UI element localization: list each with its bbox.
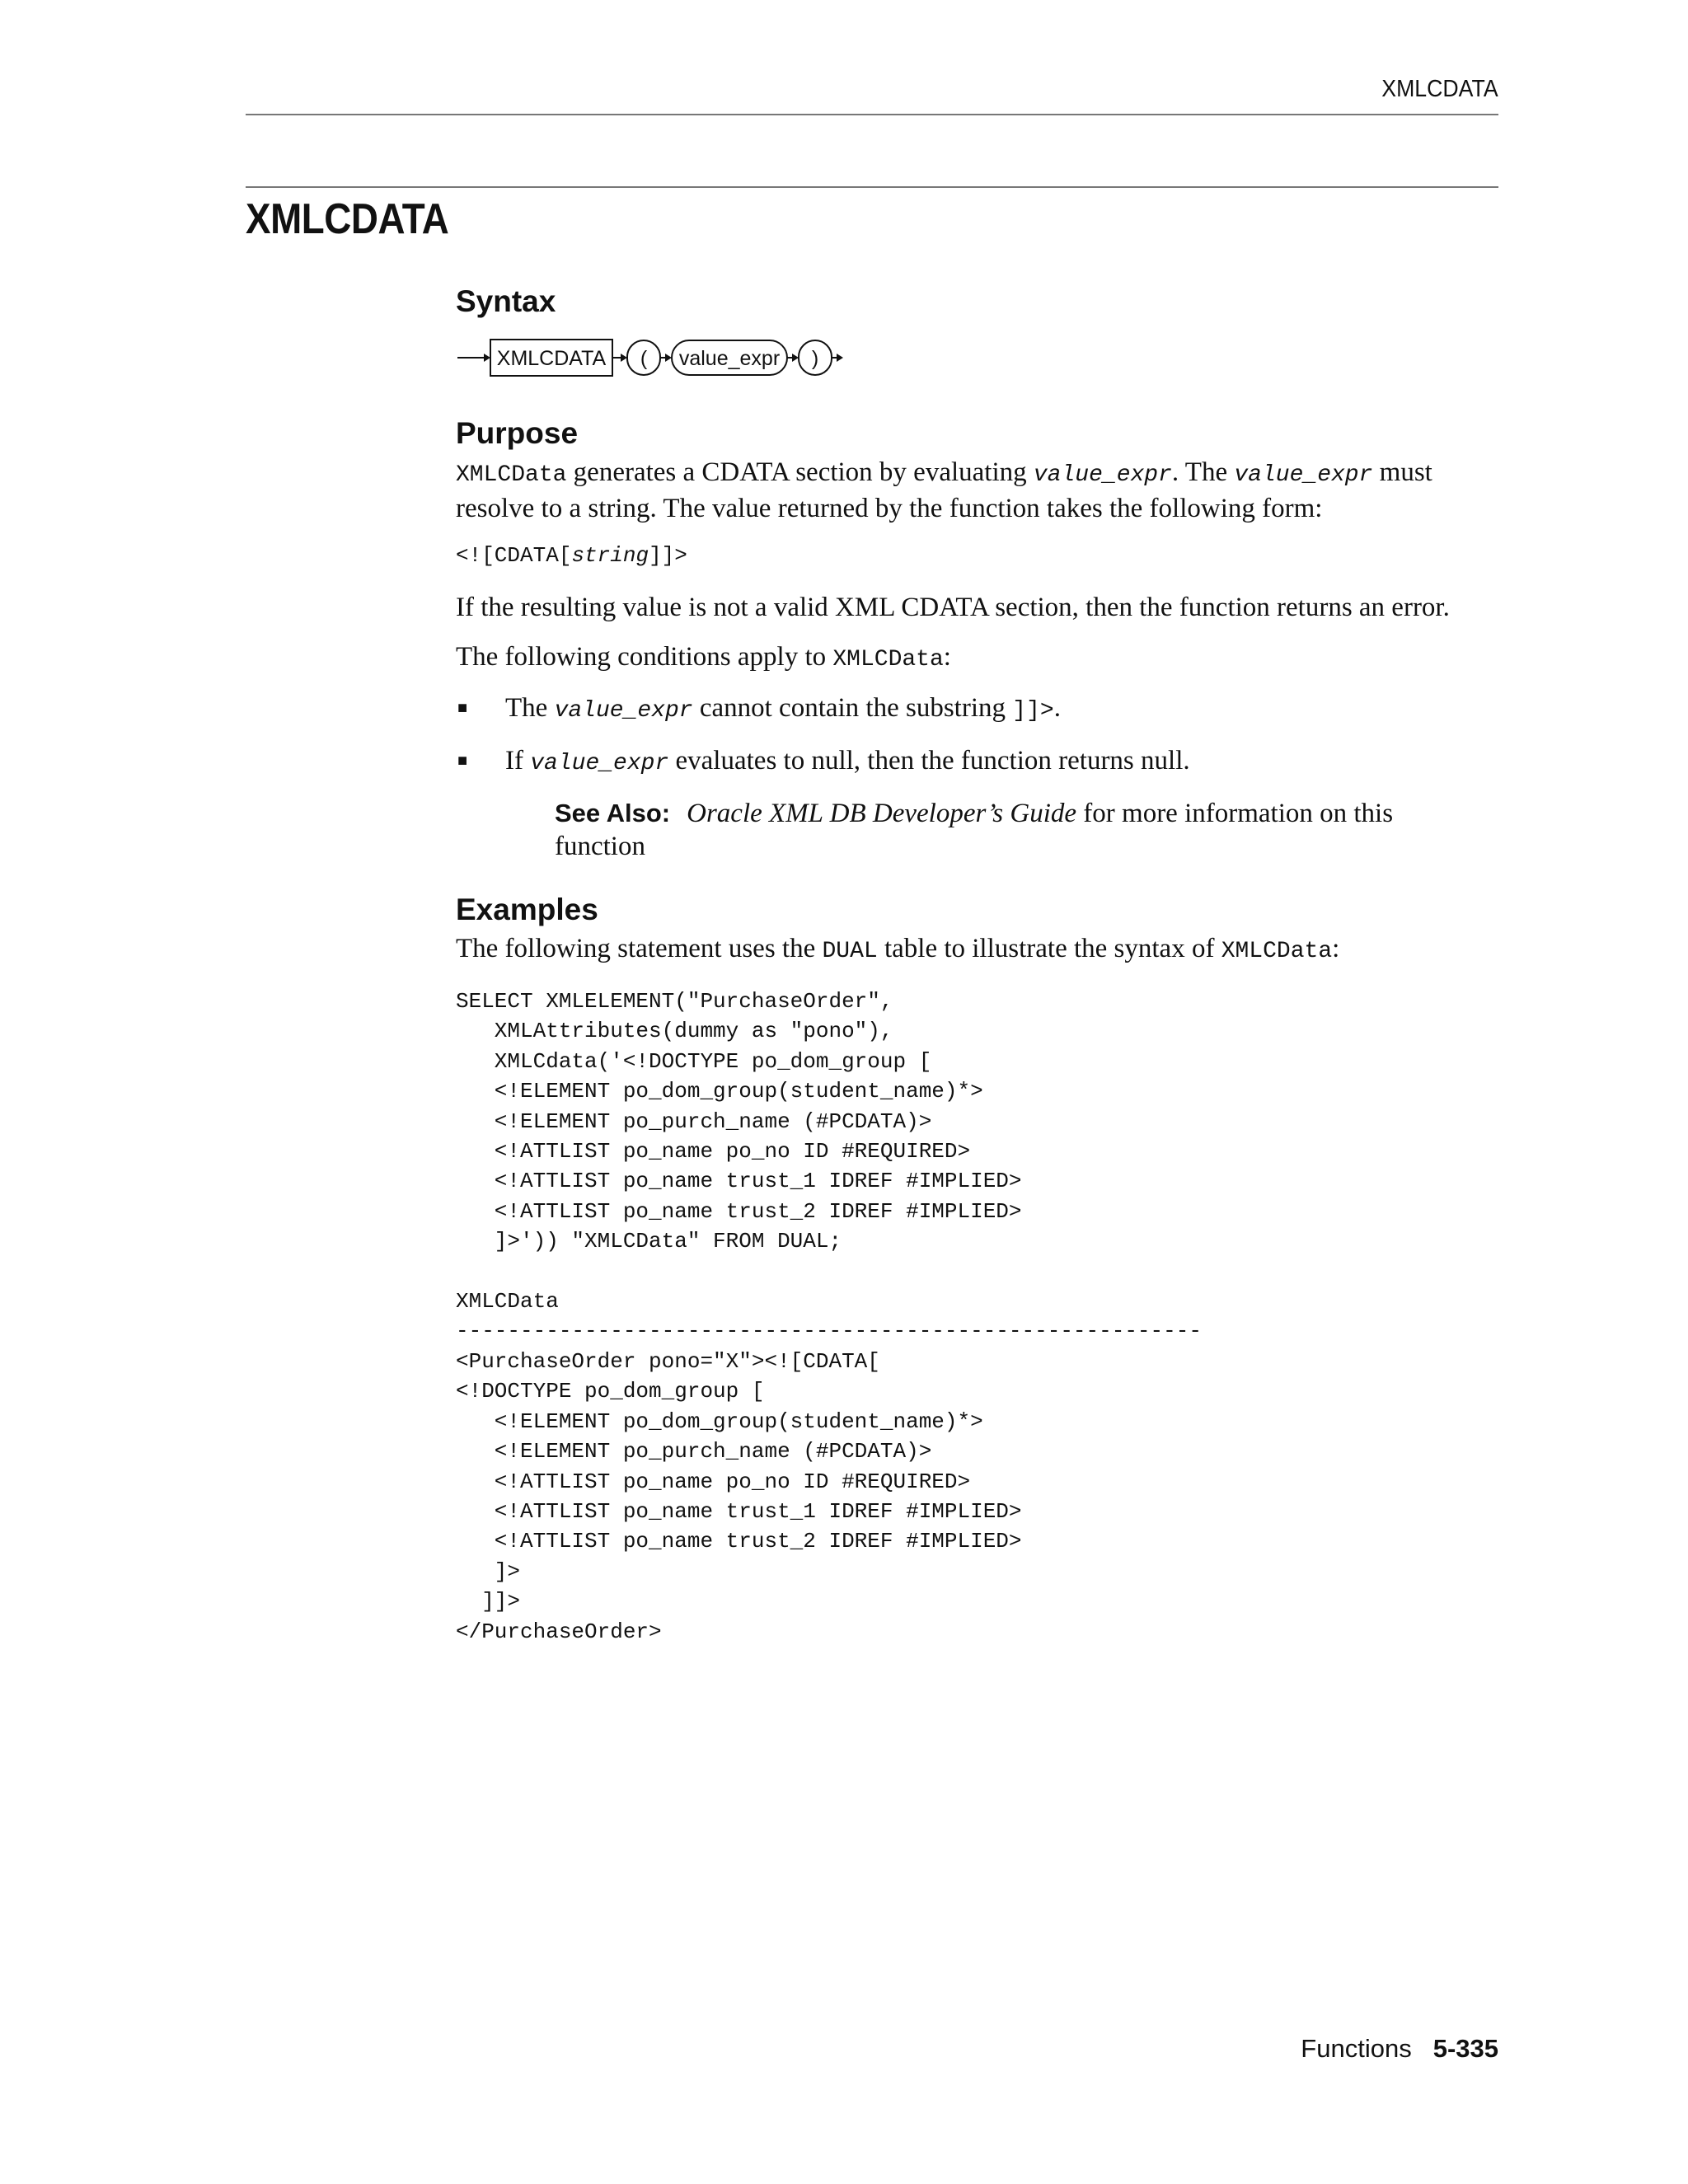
arrowhead-3	[792, 354, 799, 362]
text-span: .	[1053, 693, 1061, 723]
var-name: value_expr	[1234, 462, 1373, 488]
code-span: DUAL	[822, 939, 878, 964]
text-span: cannot contain the substring	[692, 693, 1013, 723]
fn-name: XMLCData	[456, 462, 567, 488]
examples-intro	[456, 932, 1498, 968]
list-item	[456, 744, 1498, 780]
text-span: If	[505, 746, 531, 776]
title-rule	[246, 186, 1498, 188]
header-rule	[246, 114, 1498, 115]
see-also-note	[555, 797, 1445, 863]
see-also-text: for more information on this function	[555, 799, 1394, 861]
arrowhead-1	[621, 354, 627, 362]
page-footer	[1301, 2034, 1498, 2064]
list-item	[456, 691, 1498, 728]
code-example: SELECT XMLELEMENT("PurchaseOrder", XMLAttributes(dummy as "pono"), XMLCdata('<!DOCTYPE po_dom_group [ <!ELEMENT po_dom_group(student_name)*> <!ELEMENT po_purch_name (#PCDATA)> <!ATTLIST po_name po_no ID #REQUIRED> <!ATTLIST po_name trust_1 IDREF #IMPLIED> <!ATTLIST po_name trust_2 IDREF #IMPLIED> ]>')) "XMLCData" FROM DUAL; XMLCData ---------------------------------------------------------- <PurchaseOrder pono="X"><![CDATA[ <!DOCTYPE po_dom_group [ <!ELEMENT po_dom_group(student_name)*> <!ELEMENT po_purch_name (#PCDATA)> <!ATTLIST po_name po_no ID #REQUIRED> <!ATTLIST po_name trust_1 IDREF #IMPLIED> <!ATTLIST po_name trust_2 IDREF #IMPLIED> ]> ]]> </PurchaseOrder>	[456, 989, 1202, 1644]
syntax-diagram	[456, 334, 1498, 383]
code-span: XMLCData	[1221, 939, 1333, 964]
purpose-paragraph	[456, 456, 1498, 525]
open-paren-label: (	[640, 347, 648, 370]
exit-arrowhead	[837, 354, 843, 362]
text-span: :	[943, 642, 951, 672]
arrowhead-2	[665, 354, 672, 362]
text-span: :	[1332, 934, 1340, 963]
text-span: generates a CDATA section by evaluating	[566, 457, 1034, 487]
syntax-heading: Syntax	[456, 284, 556, 318]
fn-name: XMLCData	[832, 647, 944, 673]
text-span: must resolve to a string. The value returned by the function takes the following form:	[456, 457, 1432, 523]
content	[456, 284, 1498, 1647]
var-name: value_expr	[554, 698, 693, 724]
form-post: ]]>	[649, 543, 687, 568]
entry-arrowhead	[484, 354, 490, 362]
see-also-link[interactable]: Oracle XML DB Developer’s Guide	[687, 799, 1077, 828]
text-span: The	[505, 693, 555, 723]
param-label: value_expr	[678, 347, 781, 370]
examples-heading: Examples	[456, 893, 598, 926]
purpose-heading: Purpose	[456, 416, 579, 450]
var-name: value_expr	[1033, 462, 1172, 488]
var-name: value_expr	[530, 751, 669, 776]
cdata-form	[456, 543, 1498, 568]
text-span: The following statement uses the	[456, 934, 823, 963]
bullet-icon: ■	[457, 752, 468, 770]
text-span: The following conditions apply to	[456, 642, 833, 672]
code-span: ]]>	[1012, 698, 1054, 724]
page-number: 5-335	[1432, 2034, 1498, 2063]
text-span: table to illustrate the syntax of	[877, 934, 1221, 963]
page-title: XMLCDATA	[246, 195, 449, 243]
form-pre: <![CDATA[	[456, 543, 572, 568]
text-span: . The	[1171, 457, 1235, 487]
railroad-diagram	[456, 334, 884, 383]
form-arg: string	[571, 543, 649, 568]
close-paren-label: )	[811, 347, 819, 370]
running-head: XMLCDATA	[1381, 76, 1498, 102]
footer-chapter: Functions	[1301, 2034, 1412, 2063]
bullet-icon: ■	[457, 699, 468, 717]
text-span: evaluates to null, then the function returns null.	[668, 746, 1190, 776]
error-paragraph: If the resulting value is not a valid XML CDATA section, then the function returns an error.	[456, 593, 1450, 622]
conditions-list	[456, 691, 1498, 780]
conditions-intro	[456, 640, 1498, 677]
keyword-label: XMLCDATA	[496, 347, 607, 370]
see-also-label: See Also:	[555, 799, 671, 827]
